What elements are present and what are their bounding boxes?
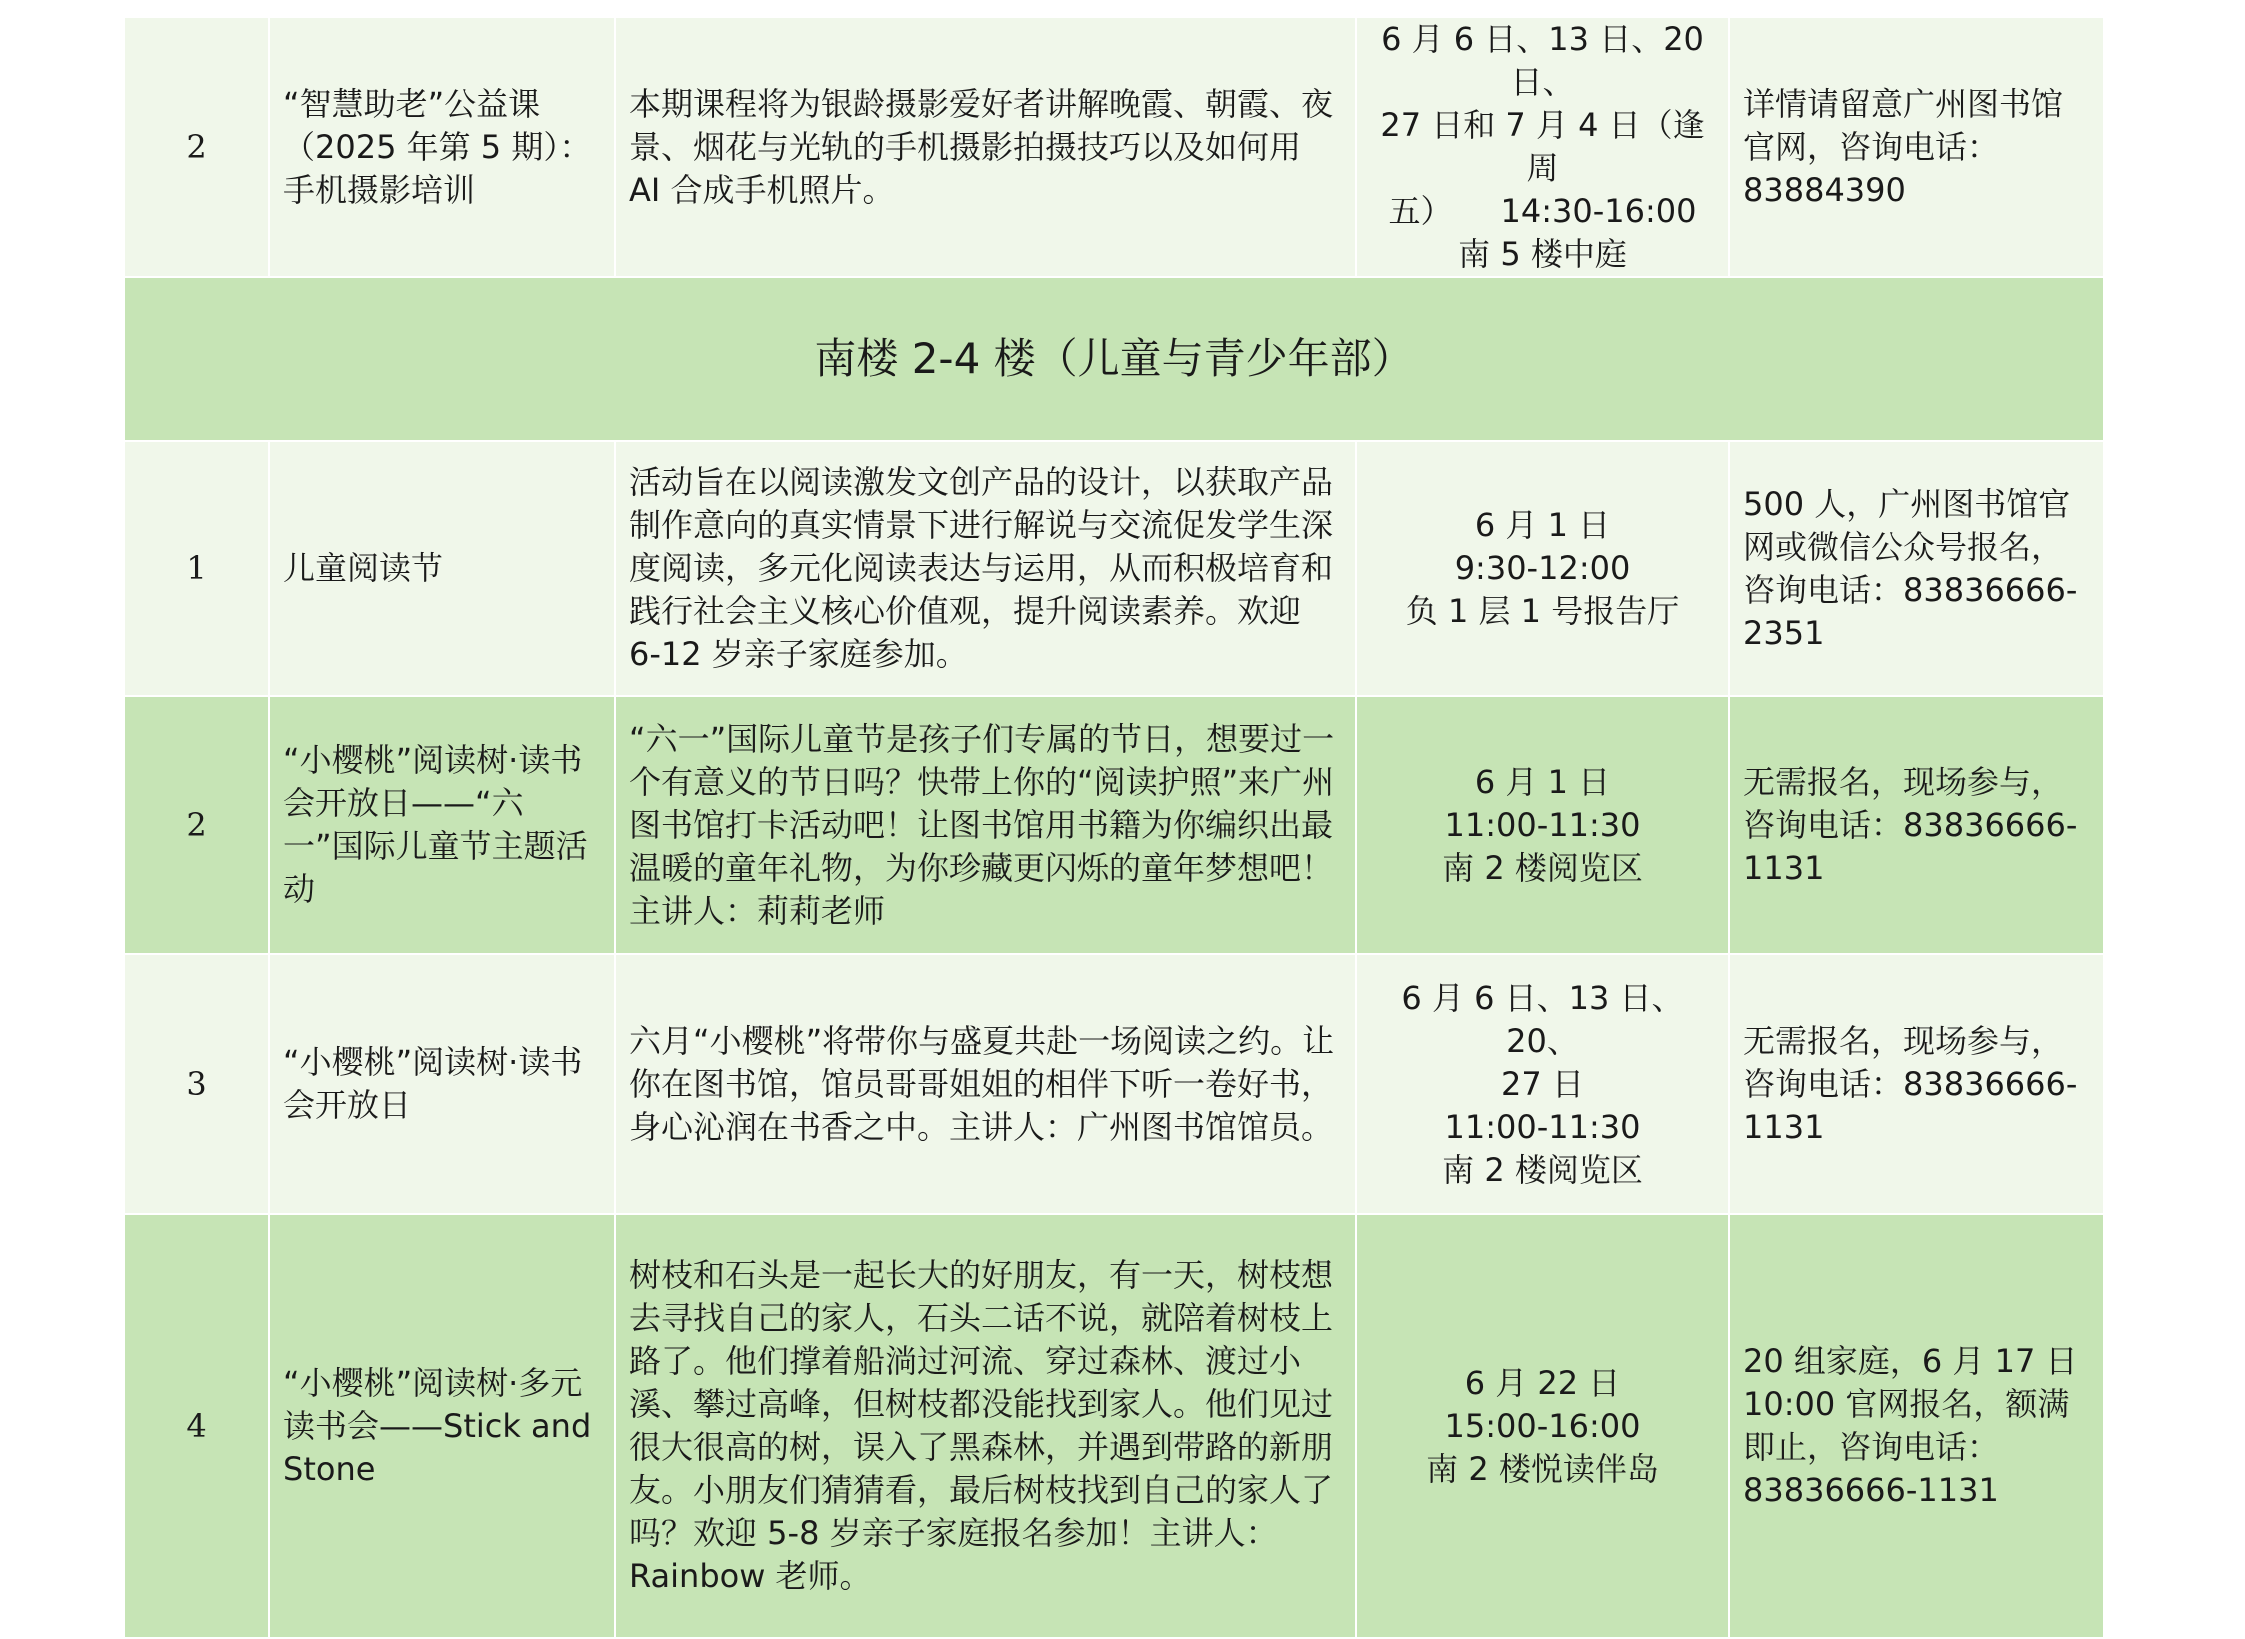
event-title: 儿童阅读节 [269, 441, 615, 696]
event-time-location: 6 月 1 日 9:30-12:00 负 1 层 1 号报告厅 [1356, 441, 1729, 696]
event-time-location: 6 月 1 日 11:00-11:30 南 2 楼阅览区 [1356, 696, 1729, 954]
event-title: “智慧助老”公益课 （2025 年第 5 期）： 手机摄影培训 [269, 17, 615, 277]
row-number: 4 [124, 1214, 269, 1638]
row-number: 1 [124, 441, 269, 696]
event-contact: 详情请留意广州图书馆官网，咨询电话：83884390 [1729, 17, 2104, 277]
event-contact: 无需报名，现场参与，咨询电话：83836666-1131 [1729, 696, 2104, 954]
event-title: “小樱桃”阅读树·多元读书会——Stick and Stone [269, 1214, 615, 1638]
section-header-row [124, 277, 2104, 441]
events-table [123, 16, 2105, 1639]
section-title: 南楼 2-4 楼（儿童与青少年部） [124, 277, 2104, 441]
row-number: 2 [124, 17, 269, 277]
row-number: 3 [124, 954, 269, 1214]
table-row [124, 17, 2104, 277]
event-title: “小樱桃”阅读树·读书会开放日——“六一”国际儿童节主题活动 [269, 696, 615, 954]
event-description: “六一”国际儿童节是孩子们专属的节日，想要过一个有意义的节日吗？快带上你的“阅读护照”来广州图书馆打卡活动吧！让图书馆用书籍为你编织出最温暖的童年礼物，为你珍藏更闪烁的童年梦想吧！主讲人：莉莉老师 [615, 696, 1356, 954]
table-row [124, 1214, 2104, 1638]
event-contact: 500 人，广州图书馆官网或微信公众号报名，咨询电话：83836666-2351 [1729, 441, 2104, 696]
table-row [124, 954, 2104, 1214]
row-number: 2 [124, 696, 269, 954]
event-contact: 20 组家庭，6 月 17 日 10:00 官网报名，额满即止，咨询电话：83836666-1131 [1729, 1214, 2104, 1638]
event-time-location: 6 月 22 日 15:00-16:00 南 2 楼悦读伴岛 [1356, 1214, 1729, 1638]
event-title: “小樱桃”阅读树·读书会开放日 [269, 954, 615, 1214]
event-description: 六月“小樱桃”将带你与盛夏共赴一场阅读之约。让你在图书馆，馆员哥哥姐姐的相伴下听一卷好书，身心沁润在书香之中。主讲人：广州图书馆馆员。 [615, 954, 1356, 1214]
event-description: 本期课程将为银龄摄影爱好者讲解晚霞、朝霞、夜景、烟花与光轨的手机摄影拍摄技巧以及如何用 AI 合成手机照片。 [615, 17, 1356, 277]
event-time-location: 6 月 6 日、13 日、20、 27 日 11:00-11:30 南 2 楼阅览区 [1356, 954, 1729, 1214]
event-description: 树枝和石头是一起长大的好朋友，有一天，树枝想去寻找自己的家人，石头二话不说，就陪着树枝上路了。他们撑着船淌过河流、穿过森林、渡过小溪、攀过高峰，但树枝都没能找到家人。他们见过很大很高的树，误入了黑森林，并遇到带路的新朋友。小朋友们猜猜看，最后树枝找到自己的家人了吗？欢迎 5-8 岁亲子家庭报名参加！主讲人：Rainbow 老师。 [615, 1214, 1356, 1638]
event-description: 活动旨在以阅读激发文创产品的设计，以获取产品制作意向的真实情景下进行解说与交流促发学生深度阅读，多元化阅读表达与运用，从而积极培育和践行社会主义核心价值观，提升阅读素养。欢迎 6-12 岁亲子家庭参加。 [615, 441, 1356, 696]
table-row [124, 441, 2104, 696]
event-contact: 无需报名，现场参与，咨询电话：83836666-1131 [1729, 954, 2104, 1214]
table-row [124, 696, 2104, 954]
event-time-location: 6 月 6 日、13 日、20 日、 27 日和 7 月 4 日（逢周 五） 14:30-16:00 南 5 楼中庭 [1356, 17, 1729, 277]
